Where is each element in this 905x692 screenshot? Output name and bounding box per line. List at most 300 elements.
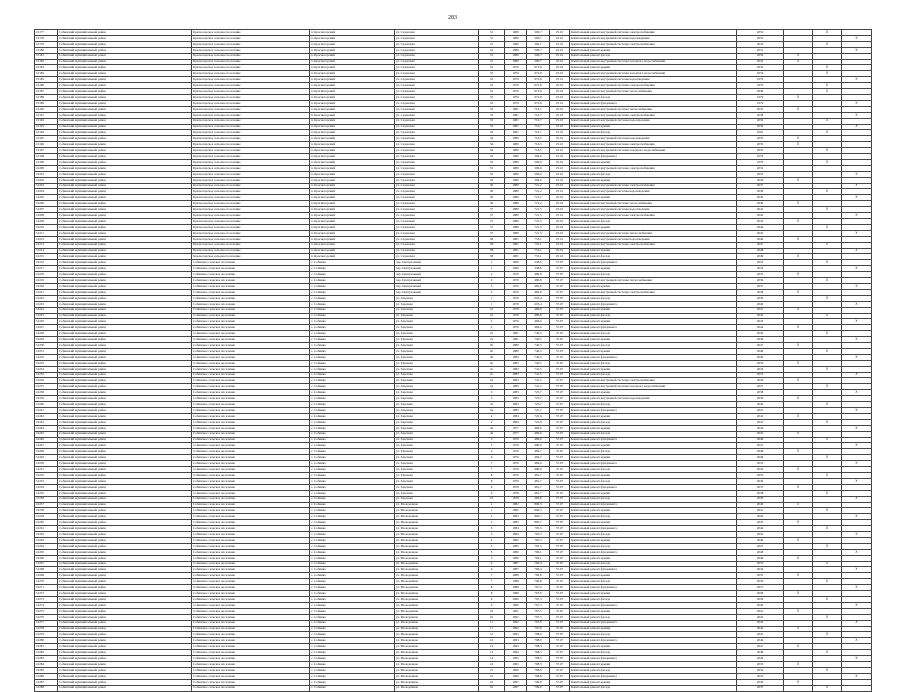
settlement-cell: Собинское сельское поселение — [192, 608, 310, 614]
planned-year-cell: 2039 — [737, 396, 784, 402]
street-cell: ул. Садовская — [395, 94, 479, 100]
row-number-cell: 10219 — [35, 278, 58, 284]
code-cell: 25.10 — [550, 207, 570, 213]
district-cell: Собинский муниципальный район — [58, 573, 192, 579]
settlement-cell: Собинское сельское поселение — [192, 372, 310, 378]
street-cell: ул. Садовская — [395, 171, 479, 177]
period-mark-cell: X — [784, 608, 813, 614]
district-cell: Собинский муниципальный район — [58, 266, 192, 272]
year-cell: 1978 — [505, 307, 527, 313]
code-cell: 25.10 — [550, 124, 570, 130]
planned-year-cell: 2042 — [737, 313, 784, 319]
work-type-cell: Капитальный ремонт фундамента — [570, 100, 737, 106]
planned-year-cell: 2045 — [737, 532, 784, 538]
code-cell: 25.10 — [550, 30, 570, 36]
code-cell: 37.07 — [550, 413, 570, 419]
street-cell: ул. Молодежная — [395, 620, 479, 626]
street-cell: ул. Садовская — [395, 30, 479, 36]
area-cell: 484,6 — [527, 319, 550, 325]
code-cell: 37.07 — [550, 490, 570, 496]
district-cell: Собинский муниципальный район — [58, 89, 192, 95]
row-number-cell: 10265 — [35, 549, 58, 555]
row-number-cell: 10286 — [35, 673, 58, 679]
work-type-cell: Капитальный ремонт крыши — [570, 472, 737, 478]
area-cell: 725,7 — [527, 396, 550, 402]
house-number-cell: 36 — [479, 195, 505, 201]
street-cell: пер. Центральный — [395, 283, 479, 289]
locality-cell: п. Красногорский — [310, 83, 395, 89]
planned-year-cell: 2044 — [737, 626, 784, 632]
locality-cell: с. Собинка — [310, 549, 395, 555]
work-type-cell: Капитальный ремонт фасада — [570, 295, 737, 301]
settlement-cell: Собинское сельское поселение — [192, 295, 310, 301]
code-cell: 37.07 — [550, 396, 570, 402]
district-cell: Собинский муниципальный район — [58, 561, 192, 567]
settlement-cell: Собинское сельское поселение — [192, 514, 310, 520]
district-cell: Собинский муниципальный район — [58, 319, 192, 325]
planned-year-cell: 1981 — [737, 130, 784, 136]
code-cell: 25.10 — [550, 183, 570, 189]
period-mark-cell: X — [784, 236, 813, 242]
period-mark-cell: X — [842, 77, 872, 83]
settlement-cell: Красногорское сельское поселение — [192, 189, 310, 195]
code-cell: 25.10 — [550, 130, 570, 136]
house-number-cell: 31 — [479, 53, 505, 59]
row-number-cell: 10281 — [35, 644, 58, 650]
year-cell: 1979 — [505, 65, 527, 71]
period-mark-cell: X — [813, 348, 842, 354]
code-cell: 37.07 — [550, 402, 570, 408]
area-cell: 603,4 — [527, 301, 550, 307]
code-cell: 37.07 — [550, 478, 570, 484]
locality-cell: с. Собинка — [310, 449, 395, 455]
area-cell: 740,5 — [527, 337, 550, 343]
planned-year-cell: 2040 — [737, 602, 784, 608]
house-number-cell: 32 — [479, 100, 505, 106]
area-cell: 799,0 — [527, 679, 550, 685]
street-cell: ул. Садовская — [395, 201, 479, 207]
planned-year-cell: 2035 — [737, 148, 784, 154]
work-type-cell: Капитальный ремонт фундамента — [570, 408, 737, 414]
planned-year-cell: 2040 — [737, 502, 784, 508]
district-cell: Собинский муниципальный район — [58, 325, 192, 331]
locality-cell: с. Собинка — [310, 526, 395, 532]
code-cell: 25.10 — [550, 242, 570, 248]
planned-year-cell: 2033 — [737, 561, 784, 567]
settlement-cell: Собинское сельское поселение — [192, 313, 310, 319]
year-cell: 1991 — [505, 608, 527, 614]
street-cell: ул. Садовская — [395, 53, 479, 59]
district-cell: Собинский муниципальный район — [58, 419, 192, 425]
code-cell: 37.07 — [550, 508, 570, 514]
code-cell: 25.10 — [550, 142, 570, 148]
code-cell: 25.10 — [550, 248, 570, 254]
year-cell: 1996 — [505, 673, 527, 679]
locality-cell: п. Красногорский — [310, 248, 395, 254]
locality-cell: п. Красногорский — [310, 142, 395, 148]
house-number-cell: 1 — [479, 301, 505, 307]
district-cell: Собинский муниципальный район — [58, 650, 192, 656]
period-mark-cell: X — [784, 520, 813, 526]
locality-cell: п. Красногорский — [310, 195, 395, 201]
locality-cell: с. Собинка — [310, 656, 395, 662]
code-cell: 25.10 — [550, 213, 570, 219]
settlement-cell: Собинское сельское поселение — [192, 638, 310, 644]
work-type-cell: Капитальный ремонт фундамента — [570, 325, 737, 331]
locality-cell: с. Собинка — [310, 343, 395, 349]
year-cell: 1981 — [505, 254, 527, 260]
area-cell: 796,4 — [527, 561, 550, 567]
work-type-cell: Капитальный ремонт фасада — [570, 171, 737, 177]
district-cell: Собинский муниципальный район — [58, 112, 192, 118]
settlement-cell: Красногорское сельское поселение — [192, 53, 310, 59]
period-mark-cell: X — [842, 656, 872, 662]
row-number-cell: 10195 — [35, 136, 58, 142]
house-number-cell: 6 — [479, 567, 505, 573]
locality-cell: п. Красногорский — [310, 35, 395, 41]
locality-cell: п. Красногорский — [310, 94, 395, 100]
year-cell: 1980 — [505, 47, 527, 53]
house-number-cell: 33 — [479, 118, 505, 124]
period-mark-cell: X — [842, 478, 872, 484]
district-cell: Собинский муниципальный район — [58, 213, 192, 219]
period-mark-cell: X — [813, 65, 842, 71]
street-cell: ул. Садовская — [395, 142, 479, 148]
row-number-cell: 10248 — [35, 449, 58, 455]
street-cell: ул. Садовская — [395, 189, 479, 195]
planned-year-cell: 2046 — [737, 236, 784, 242]
house-number-cell: 16 — [479, 679, 505, 685]
house-number-cell: 3 — [479, 526, 505, 532]
district-cell: Собинский муниципальный район — [58, 136, 192, 142]
area-cell: 482,8 — [527, 289, 550, 295]
area-cell: 716,5 — [527, 136, 550, 142]
locality-cell: с. Собинка — [310, 431, 395, 437]
street-cell: пер. Центральный — [395, 272, 479, 278]
district-cell: Собинский муниципальный район — [58, 331, 192, 337]
year-cell: 1983 — [505, 390, 527, 396]
locality-cell: п. Красногорский — [310, 89, 395, 95]
house-number-cell: 14 — [479, 656, 505, 662]
period-mark-cell: X — [842, 673, 872, 679]
locality-cell: п. Красногорский — [310, 213, 395, 219]
locality-cell: с. Собинка — [310, 472, 395, 478]
code-cell: 37.07 — [550, 272, 570, 278]
house-number-cell: 2 — [479, 272, 505, 278]
district-cell: Собинский муниципальный район — [58, 118, 192, 124]
work-type-cell: Капитальный ремонт фасада — [570, 419, 737, 425]
row-number-cell: 10229 — [35, 337, 58, 343]
locality-cell: с. Собинка — [310, 573, 395, 579]
street-cell: ул. Садовская — [395, 83, 479, 89]
area-cell: 725,9 — [527, 419, 550, 425]
row-number-cell: 10188 — [35, 94, 58, 100]
planned-year-cell: 2036 — [737, 579, 784, 585]
row-number-cell: 10285 — [35, 667, 58, 673]
settlement-cell: Собинское сельское поселение — [192, 419, 310, 425]
planned-year-cell: 2048 — [737, 348, 784, 354]
area-cell: 796,1 — [527, 555, 550, 561]
house-number-cell: 3 — [479, 289, 505, 295]
year-cell: 1984 — [505, 532, 527, 538]
street-cell: ул. Молодежная — [395, 532, 479, 538]
area-cell: 740,5 — [527, 331, 550, 337]
street-cell: ул. Садовская — [395, 124, 479, 130]
year-cell: 1981 — [505, 112, 527, 118]
code-cell: 37.07 — [550, 526, 570, 532]
area-cell: 753,1 — [527, 242, 550, 248]
area-cell: 596,7 — [527, 30, 550, 36]
area-cell: 716,7 — [527, 118, 550, 124]
row-number-cell: 10217 — [35, 266, 58, 272]
row-number-cell: 10253 — [35, 478, 58, 484]
street-cell: ул. Молодежная — [395, 602, 479, 608]
work-type-cell: Капитальный ремонт крыши — [570, 537, 737, 543]
work-type-cell: Капитальный ремонт фундамента — [570, 673, 737, 679]
district-cell: Собинский муниципальный район — [58, 579, 192, 585]
year-cell: 1978 — [505, 313, 527, 319]
area-cell: 800,7 — [527, 514, 550, 520]
year-cell: 1976 — [505, 319, 527, 325]
locality-cell: п. Красногорский — [310, 148, 395, 154]
work-type-cell: Капитальный ремонт внутренней системы электроснабжения — [570, 41, 737, 47]
row-number-cell: 10230 — [35, 343, 58, 349]
work-type-cell: Капитальный ремонт крыши — [570, 177, 737, 183]
work-type-cell: Капитальный ремонт крыши — [570, 337, 737, 343]
street-cell: ул. Заречная — [395, 337, 479, 343]
district-cell: Собинский муниципальный район — [58, 467, 192, 473]
code-cell: 37.07 — [550, 343, 570, 349]
year-cell: 1983 — [505, 366, 527, 372]
area-cell: 238,6 — [527, 260, 550, 266]
settlement-cell: Красногорское сельское поселение — [192, 83, 310, 89]
period-mark-cell: X — [784, 679, 813, 685]
planned-year-cell: 2037 — [737, 183, 784, 189]
code-cell: 25.10 — [550, 112, 570, 118]
code-cell: 25.10 — [550, 94, 570, 100]
settlement-cell: Красногорское сельское поселение — [192, 159, 310, 165]
row-number-cell: 10213 — [35, 242, 58, 248]
street-cell: ул. Заречная — [395, 313, 479, 319]
period-mark-cell: X — [842, 532, 872, 538]
locality-cell: с. Собинка — [310, 661, 395, 667]
area-cell: 740,5 — [527, 360, 550, 366]
work-type-cell: Капитальный ремонт внутренней системы водоотведения — [570, 189, 737, 195]
code-cell: 25.10 — [550, 159, 570, 165]
year-cell: 1976 — [505, 449, 527, 455]
work-type-cell: Капитальный ремонт фасада — [570, 254, 737, 260]
settlement-cell: Собинское сельское поселение — [192, 472, 310, 478]
code-cell: 37.07 — [550, 319, 570, 325]
work-type-cell: Капитальный ремонт крыши — [570, 443, 737, 449]
settlement-cell: Собинское сельское поселение — [192, 573, 310, 579]
area-cell: 486,6 — [527, 431, 550, 437]
code-cell: 25.10 — [550, 47, 570, 53]
district-cell: Собинский муниципальный район — [58, 537, 192, 543]
settlement-cell: Красногорское сельское поселение — [192, 254, 310, 260]
street-cell: ул. Заречная — [395, 372, 479, 378]
row-number-cell: 10206 — [35, 201, 58, 207]
period-mark-cell: X — [784, 467, 813, 473]
district-cell: Собинский муниципальный район — [58, 620, 192, 626]
locality-cell: с. Собинка — [310, 348, 395, 354]
settlement-cell: Собинское сельское поселение — [192, 620, 310, 626]
work-type-cell: Капитальный ремонт фасада — [570, 543, 737, 549]
row-number-cell: 10237 — [35, 384, 58, 390]
code-cell: 37.07 — [550, 354, 570, 360]
street-cell: ул. Молодежная — [395, 650, 479, 656]
year-cell: 1977 — [505, 425, 527, 431]
street-cell: ул. Молодежная — [395, 579, 479, 585]
planned-year-cell: 1979 — [737, 154, 784, 160]
house-number-cell: 33 — [479, 130, 505, 136]
code-cell: 37.07 — [550, 656, 570, 662]
period-mark-cell: X — [784, 537, 813, 543]
period-mark-cell: X — [813, 455, 842, 461]
row-number-cell: 10283 — [35, 656, 58, 662]
code-cell: 37.07 — [550, 348, 570, 354]
row-number-cell: 10268 — [35, 567, 58, 573]
locality-cell: с. Собинка — [310, 425, 395, 431]
planned-year-cell: 2037 — [737, 283, 784, 289]
work-type-cell: Капитальный ремонт фасада — [570, 94, 737, 100]
planned-year-cell: 2033 — [737, 171, 784, 177]
code-cell: 37.07 — [550, 650, 570, 656]
house-number-cell: 3 — [479, 283, 505, 289]
code-cell: 37.07 — [550, 579, 570, 585]
street-cell: ул. Заречная — [395, 443, 479, 449]
year-cell: 1979 — [505, 478, 527, 484]
period-mark-cell: X — [784, 325, 813, 331]
period-mark-cell: X — [842, 638, 872, 644]
year-cell: 1980 — [505, 189, 527, 195]
area-cell: 721,5 — [527, 219, 550, 225]
street-cell: ул. Заречная — [395, 325, 479, 331]
area-cell: 972,8 — [527, 71, 550, 77]
period-mark-cell: X — [784, 502, 813, 508]
year-cell: 1970 — [505, 283, 527, 289]
house-number-cell: 5 — [479, 555, 505, 561]
locality-cell: с. Собинка — [310, 307, 395, 313]
code-cell: 37.07 — [550, 337, 570, 343]
settlement-cell: Собинское сельское поселение — [192, 679, 310, 685]
area-cell: 797,3 — [527, 597, 550, 603]
street-cell: ул. Молодежная — [395, 585, 479, 591]
house-number-cell: 33 — [479, 106, 505, 112]
year-cell: 1980 — [505, 159, 527, 165]
period-mark-cell: X — [842, 585, 872, 591]
locality-cell: с. Собинка — [310, 366, 395, 372]
row-number-cell: 10187 — [35, 89, 58, 95]
planned-year-cell: 2042 — [737, 413, 784, 419]
code-cell: 37.07 — [550, 484, 570, 490]
code-cell: 37.07 — [550, 289, 570, 295]
row-number-cell: 10223 — [35, 301, 58, 307]
period-mark-cell: X — [842, 496, 872, 502]
street-cell: ул. Молодежная — [395, 685, 479, 691]
year-cell: 1980 — [505, 136, 527, 142]
settlement-cell: Собинское сельское поселение — [192, 520, 310, 526]
house-number-cell: 2 — [479, 278, 505, 284]
year-cell: 1976 — [505, 467, 527, 473]
year-cell: 1980 — [505, 183, 527, 189]
house-number-cell: 32 — [479, 83, 505, 89]
planned-year-cell: 2041 — [737, 307, 784, 313]
settlement-cell: Собинское сельское поселение — [192, 283, 310, 289]
house-number-cell: 5 — [479, 443, 505, 449]
row-number-cell: 10243 — [35, 419, 58, 425]
planned-year-cell: 2036 — [737, 177, 784, 183]
settlement-cell: Собинское сельское поселение — [192, 502, 310, 508]
row-number-cell: 10275 — [35, 608, 58, 614]
area-cell: 486,8 — [527, 307, 550, 313]
street-cell: ул. Заречная — [395, 484, 479, 490]
work-type-cell: Капитальный ремонт крыши — [570, 520, 737, 526]
district-cell: Собинский муниципальный район — [58, 130, 192, 136]
street-cell: ул. Садовская — [395, 236, 479, 242]
year-cell: 1996 — [505, 667, 527, 673]
period-mark-cell — [784, 685, 813, 691]
work-type-cell: Капитальный ремонт крыши — [570, 47, 737, 53]
locality-cell: с. Собинка — [310, 508, 395, 514]
row-number-cell: 10287 — [35, 679, 58, 685]
street-cell: ул. Молодежная — [395, 673, 479, 679]
district-cell: Собинский муниципальный район — [58, 585, 192, 591]
planned-year-cell: 2035 — [737, 573, 784, 579]
area-cell: 797,0 — [527, 585, 550, 591]
house-number-cell: 36 — [479, 183, 505, 189]
locality-cell: с. Собинка — [310, 532, 395, 538]
area-cell: 725,7 — [527, 390, 550, 396]
street-cell: ул. Заречная — [395, 319, 479, 325]
planned-year-cell: 2040 — [737, 301, 784, 307]
work-type-cell: Капитальный ремонт внутренней системы водоотведения — [570, 396, 737, 402]
house-number-cell: 31 — [479, 47, 505, 53]
planned-year-cell: 2035 — [737, 272, 784, 278]
street-cell: ул. Молодежная — [395, 508, 479, 514]
street-cell: ул. Молодежная — [395, 543, 479, 549]
work-type-cell: Капитальный ремонт фасада — [570, 579, 737, 585]
street-cell: ул. Молодежная — [395, 591, 479, 597]
street-cell: ул. Заречная — [395, 360, 479, 366]
house-number-cell: 32 — [479, 77, 505, 83]
house-number-cell: 32 — [479, 89, 505, 95]
area-cell: 741,5 — [527, 366, 550, 372]
row-number-cell: 10261 — [35, 526, 58, 532]
row-number-cell: 10245 — [35, 431, 58, 437]
work-type-cell: Капитальный ремонт крыши — [570, 555, 737, 561]
locality-cell: с. Собинка — [310, 520, 395, 526]
period-mark-cell: X — [813, 41, 842, 47]
street-cell: ул. Садовская — [395, 177, 479, 183]
street-cell: ул. Заречная — [395, 455, 479, 461]
settlement-cell: Собинское сельское поселение — [192, 591, 310, 597]
settlement-cell: Собинское сельское поселение — [192, 561, 310, 567]
year-cell: 1980 — [505, 154, 527, 160]
year-cell: 1981 — [505, 337, 527, 343]
year-cell: 1985 — [505, 543, 527, 549]
planned-year-cell: 2045 — [737, 331, 784, 337]
year-cell: 1979 — [505, 472, 527, 478]
street-cell: ул. Молодежная — [395, 573, 479, 579]
house-number-cell: 8 — [479, 585, 505, 591]
district-cell: Собинский муниципальный район — [58, 219, 192, 225]
period-mark-cell: X — [784, 360, 813, 366]
row-number-cell: 10183 — [35, 65, 58, 71]
settlement-cell: Собинское сельское поселение — [192, 496, 310, 502]
area-cell: 740,5 — [527, 343, 550, 349]
planned-year-cell: 2039 — [737, 597, 784, 603]
